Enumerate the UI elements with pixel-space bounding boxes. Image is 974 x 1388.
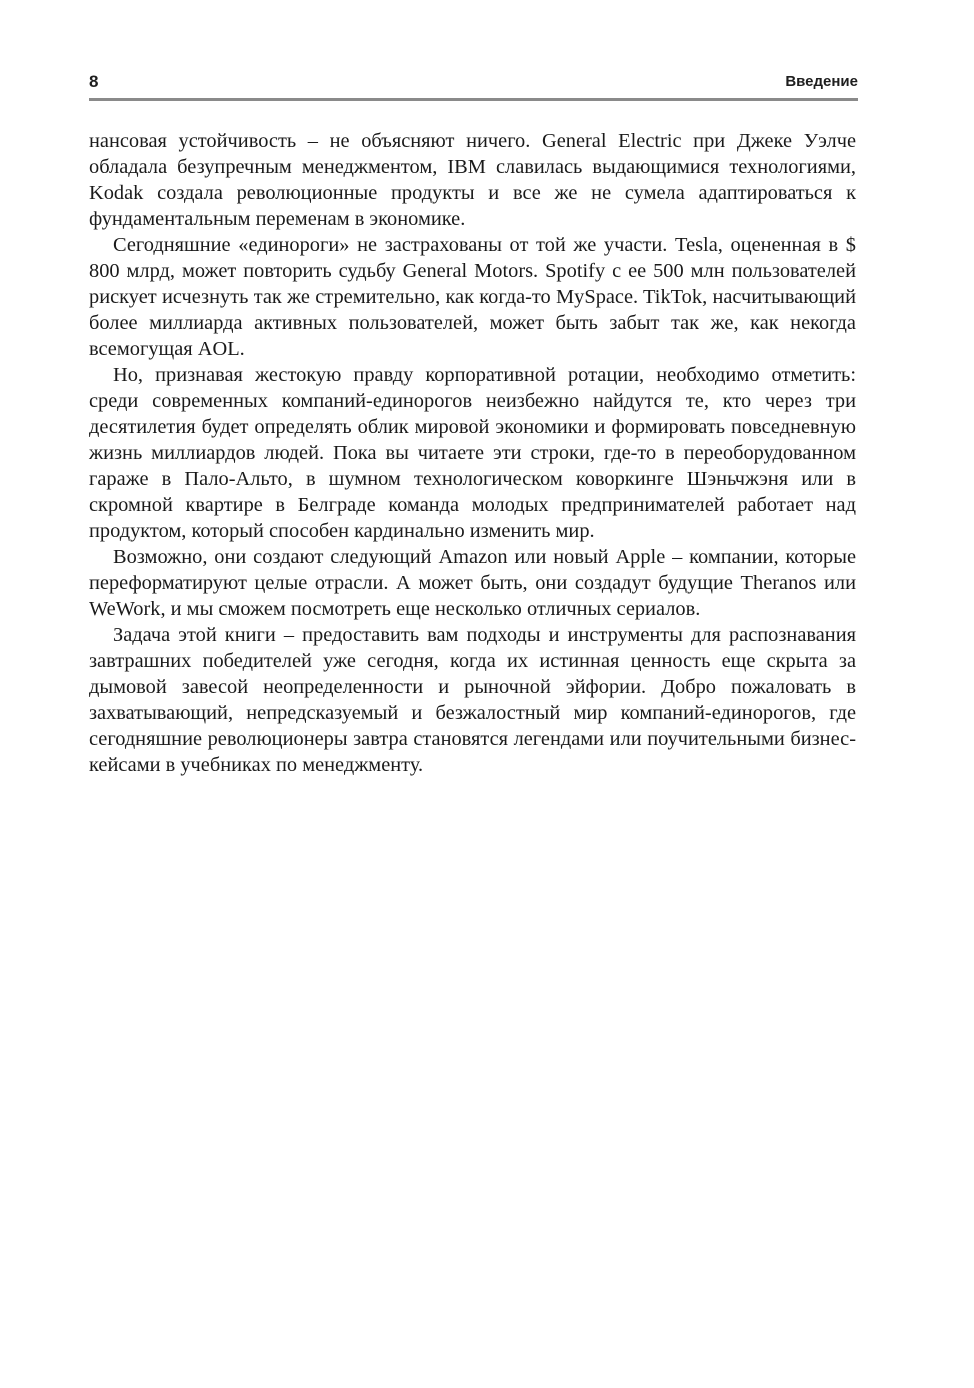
paragraph-continuation: нансовая устойчивость – не объясняют ничего. General Electric при Джеке Уэлче обладала безупречным менеджментом, IBM славилась выдающимися технологиями, Kodak создала революционные продукты и все же не сумела адаптироваться к фундаментальным переменам в экономике. bbox=[89, 130, 856, 230]
paragraph: Но, признавая жестокую правду корпоративной ротации, необходимо отметить: среди современных компаний-единорогов неизбежно найдутся те, кто через три десятилетия будет определять облик мировой экономики и формировать повседневную жизнь миллиардов людей. Пока вы читаете эти строки, где-то в переоборудованном гараже в Пало-Альто, в шумном технологическом коворкинге Шэньчжэня или в скромной квартире в Белграде команда молодых предпринимателей работает над продуктом, который способен кардинально изменить мир. bbox=[89, 364, 856, 542]
page-number: 8 bbox=[89, 72, 99, 91]
paragraph: Задача этой книги – предоставить вам подходы и инструменты для распознавания завтрашних победителей уже сегодня, когда их истинная ценность еще скрыта за дымовой завесой неопределенности и рыночной эйфории. Добро пожаловать в захватывающий, непредсказуемый и безжалостный мир компаний-единорогов, где сегодняшние революционеры завтра становятся легендами или поучительными бизнес-кейсами в учебниках по менеджменту. bbox=[89, 624, 856, 776]
paragraph: Возможно, они создают следующий Amazon или новый Apple – компании, которые переформатируют целые отрасли. А может быть, они создадут будущие Theranos или WeWork, и мы сможем посмотреть еще несколько отличных сериалов. bbox=[89, 546, 856, 620]
header-divider bbox=[89, 98, 858, 101]
section-title: Введение bbox=[785, 73, 858, 90]
running-header bbox=[89, 70, 858, 94]
paragraph: Сегодняшние «единороги» не застрахованы от той же участи. Tesla, оцененная в $ 800 млрд, может повторить судьбу General Motors. Spotify с ее 500 млн пользователей рискует исчезнуть так же стремительно, как когда-то MySpace. TikTok, насчитывающий более миллиарда активных пользователей, может быть забыт так же, как некогда всемогущая AOL. bbox=[89, 234, 856, 360]
body-text bbox=[89, 128, 856, 778]
